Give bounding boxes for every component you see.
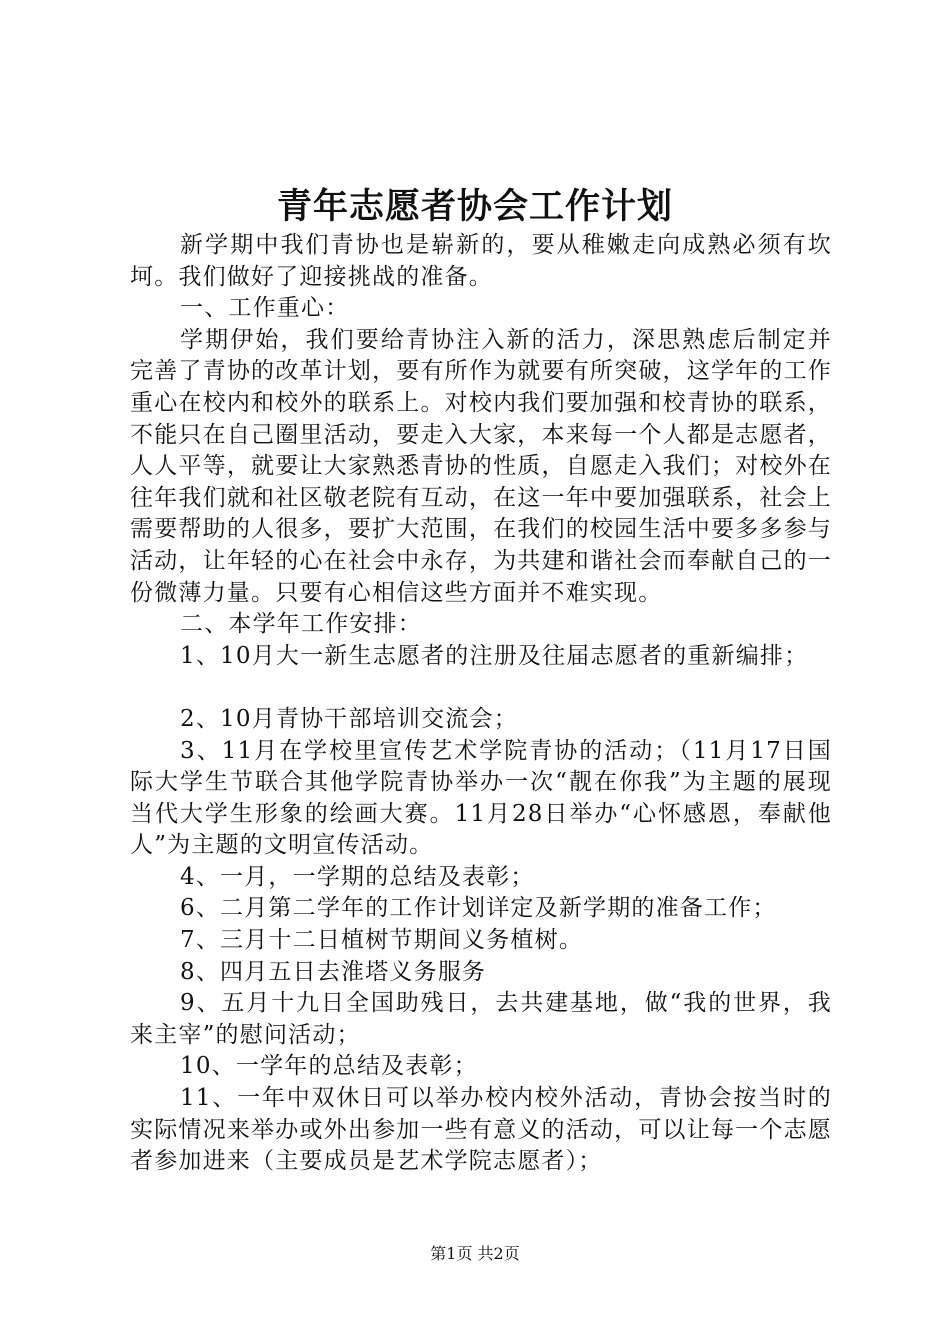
page-footer: 第1页 共2页	[430, 1244, 520, 1263]
paragraph-focus: 学期伊始，我们要给青协注入新的活力，深思熟虑后制定并完善了青协的改革计划，要有所作为就要有所突破，这学年的工作重心在校内和校外的联系上。对校内我们要加强和校青协的联系，不能只在自己圈里活动，要走入大家，本来每一个人都是志愿者，人人平等，就要让大家熟悉青协的性质，自愿走入我们；对校外在往年我们就和社区敬老院有互动，在这一年中要加强联系，社会上需要帮助的人很多，要扩大范围，在我们的校园生活中要多多参与活动，让年轻的心在社会中永存，为共建和谐社会而奉献自己的一份微薄力量。只要有心相信这些方面并不难实现。	[130, 326, 832, 606]
schedule-item-8: 8、四月五日去淮塔义务服务	[180, 958, 487, 985]
paragraph-intro: 新学期中我们青协也是崭新的，要从稚嫩走向成熟必须有坎坷。我们做好了迎接挑战的准备。	[130, 232, 832, 290]
schedule-item-7: 7、三月十二日植树节期间义务植树。	[180, 927, 584, 954]
section-heading-focus: 一、工作重心：	[180, 295, 350, 322]
schedule-item-10: 10、一学年的总结及表彰；	[180, 1053, 478, 1080]
schedule-item-9: 9、五月十九日全国助残日，去共建基地，做“我的世界，我来主宰”的慰问活动；	[130, 990, 832, 1048]
document-body	[130, 230, 832, 1178]
schedule-item-4: 4、一月，一学期的总结及表彰；	[180, 863, 535, 890]
schedule-item-1: 1、10月大一新生志愿者的注册及往届志愿者的重新编排；	[180, 642, 809, 669]
section-heading-schedule: 二、本学年工作安排：	[180, 611, 422, 638]
schedule-item-2: 2、10月青协干部培训交流会；	[180, 705, 518, 732]
schedule-item-6: 6、二月第二学年的工作计划详定及新学期的准备工作；	[180, 895, 777, 922]
schedule-item-3: 3、11月在学校里宣传艺术学院青协的活动；（11月17日国际大学生节联合其他学院青协举办一次“靓在你我”为主题的展现当代大学生形象的绘画大赛。11月28日举办“心怀感恩，奉献他人”为主题的文明宣传活动。	[130, 737, 832, 859]
document-title: 青年志愿者协会工作计划	[276, 186, 673, 227]
schedule-item-11: 11、一年中双休日可以举办校内校外活动，青协会按当时的实际情况来举办或外出参加一些有意义的活动，可以让每一个志愿者参加进来（主要成员是艺术学院志愿者）；	[130, 1085, 832, 1175]
